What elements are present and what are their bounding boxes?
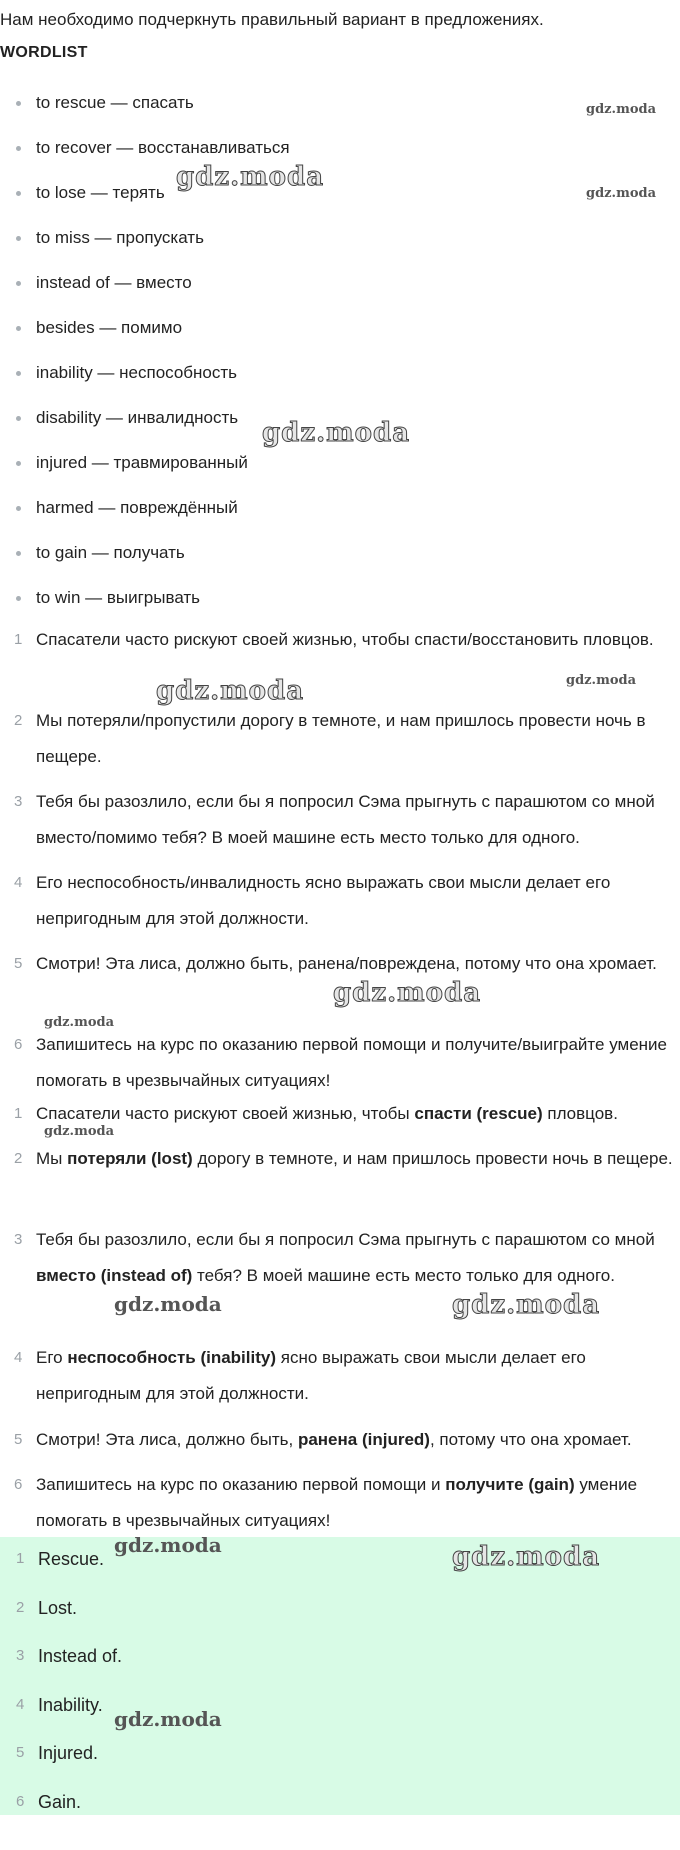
translated-sentences — [0, 1096, 680, 1539]
wordlist — [0, 90, 680, 630]
translated-sentence: 1 Спасатели часто рискуют своей жизнью, чтобы спасти (rescue) пловцов. — [0, 1096, 680, 1141]
item-number: 2 — [14, 1150, 23, 1167]
answer-highlight: потеряли (lost) — [67, 1149, 193, 1168]
answer-item: 4 Inability. — [0, 1687, 680, 1736]
item-number: 3 — [14, 793, 23, 810]
translated-sentence: 2 Мы потеряли (lost) дорогу в темноте, и нам пришлось провести ночь в пещере. — [0, 1141, 680, 1222]
item-number: 5 — [16, 1744, 25, 1761]
exercise-sentence: 1 Спасатели часто рискуют своей жизнью, чтобы спасти/восстановить пловцов. — [0, 622, 680, 703]
item-number: 5 — [14, 1431, 23, 1448]
bullet-icon — [16, 551, 21, 556]
item-number: 6 — [16, 1792, 25, 1810]
watermark-logo: gdz.moda — [333, 978, 482, 1008]
bullet-icon — [16, 101, 21, 106]
bullet-icon — [16, 281, 21, 286]
answer-item: 3 Instead of. — [0, 1638, 680, 1687]
watermark-logo: gdz.moda — [452, 1290, 601, 1320]
wordlist-item: besides — помимо — [0, 315, 680, 360]
bullet-icon — [16, 506, 21, 511]
item-number: 1 — [14, 631, 23, 648]
answer-item: 2 Lost. — [0, 1590, 680, 1639]
item-number: 3 — [16, 1647, 25, 1664]
watermark-logo: gdz.moda — [586, 186, 657, 201]
item-number: 1 — [14, 1105, 23, 1122]
item-number: 1 — [16, 1550, 25, 1567]
item-number: 3 — [14, 1231, 23, 1248]
watermark-logo: gdz.moda — [176, 162, 325, 192]
exercise-sentences — [0, 622, 680, 1108]
exercise-sentence: 3 Тебя бы разозлило, если бы я попросил Сэма прыгнуть с парашютом со мной вместо/помимо тебя? В моей машине есть место только для одного. — [0, 784, 680, 865]
wordlist-item: to miss — пропускать — [0, 225, 680, 270]
watermark-logo: gdz.moda — [156, 676, 305, 706]
bullet-icon — [16, 596, 21, 601]
item-number: 4 — [14, 874, 23, 891]
item-number: 4 — [14, 1349, 23, 1366]
wordlist-title: WORDLIST — [0, 44, 88, 61]
wordlist-item: harmed — повреждённый — [0, 495, 680, 540]
bullet-icon — [16, 236, 21, 241]
exercise-sentence: 2 Мы потеряли/пропустили дорогу в темноте, и нам пришлось провести ночь в пещере. — [0, 703, 680, 784]
watermark-logo: gdz.moda — [586, 102, 657, 117]
answer-highlight: неспособность (inability) — [67, 1348, 277, 1367]
bullet-icon — [16, 461, 21, 466]
answer-item: 1 Rescue. — [0, 1541, 680, 1590]
item-number: 5 — [14, 955, 23, 972]
answer-highlight: спасти (rescue) — [414, 1104, 543, 1123]
answer-highlight: получите (gain) — [445, 1475, 575, 1494]
item-number: 4 — [16, 1695, 25, 1713]
watermark-logo: gdz.moda — [114, 1533, 222, 1557]
translated-sentence: 5 Смотри! Эта лиса, должно быть, ранена (injured), потому что она хромает. — [0, 1422, 680, 1467]
bullet-icon — [16, 371, 21, 376]
wordlist-item: to gain — получать — [0, 540, 680, 585]
watermark-logo: gdz.moda — [114, 1707, 222, 1731]
translated-sentence: 4 Его неспособность (inability) ясно выражать свои мысли делает его непригодным для этой должности. — [0, 1340, 680, 1422]
wordlist-item: disability — инвалидность — [0, 405, 680, 450]
exercise-sentence: 4 Его неспособность/инвалидность ясно выражать свои мысли делает его непригодным для этой должности. — [0, 865, 680, 946]
watermark-logo: gdz.moda — [44, 1124, 115, 1139]
wordlist-item: instead of — вместо — [0, 270, 680, 315]
answer-item: 6 Gain. — [0, 1784, 680, 1833]
bullet-icon — [16, 146, 21, 151]
item-number: 2 — [14, 712, 23, 729]
exercise-sentence: 5 Смотри! Эта лиса, должно быть, ранена/повреждена, потому что она хромает. — [0, 946, 680, 1027]
answer-highlight: ранена (injured) — [297, 1430, 430, 1449]
watermark-logo: gdz.moda — [452, 1542, 601, 1572]
translated-sentence: 6 Запишитесь на курс по оказанию первой помощи и получите (gain) умение помогать в чрезвычайных ситуациях! — [0, 1467, 680, 1539]
answer-highlight: вместо (instead of) — [36, 1266, 193, 1285]
bullet-icon — [16, 191, 21, 196]
watermark-logo: gdz.moda — [44, 1015, 115, 1030]
intro-text: Нам необходимо подчеркнуть правильный вариант в предложениях. — [0, 10, 544, 29]
wordlist-item: to win — выигрывать — [0, 585, 680, 630]
watermark-logo: gdz.moda — [566, 673, 637, 688]
item-number: 6 — [14, 1036, 23, 1053]
wordlist-item: inability — неспособность — [0, 360, 680, 405]
bullet-icon — [16, 326, 21, 331]
answers-box — [0, 1537, 680, 1815]
answer-item: 5 Injured. — [0, 1735, 680, 1784]
watermark-logo: gdz.moda — [262, 418, 411, 448]
wordlist-item: to rescue — спасать — [0, 90, 680, 135]
item-number: 6 — [14, 1476, 23, 1493]
wordlist-item: to recover — восстанавливаться — [0, 135, 680, 180]
answers-list — [0, 1537, 680, 1832]
bullet-icon — [16, 416, 21, 421]
wordlist-item: injured — травмированный — [0, 450, 680, 495]
translated-sentence: 3 Тебя бы разозлило, если бы я попросил Сэма прыгнуть с парашютом со мной вместо (instead of) тебя? В моей машине есть место только для одного. — [0, 1222, 680, 1340]
watermark-logo: gdz.moda — [114, 1292, 222, 1316]
exercise-sentence: 6 Запишитесь на курс по оказанию первой помощи и получите/выиграйте умение помогать в чрезвычайных ситуациях! — [0, 1027, 680, 1108]
item-number: 2 — [16, 1598, 25, 1616]
wordlist-item: to lose — терять — [0, 180, 680, 225]
